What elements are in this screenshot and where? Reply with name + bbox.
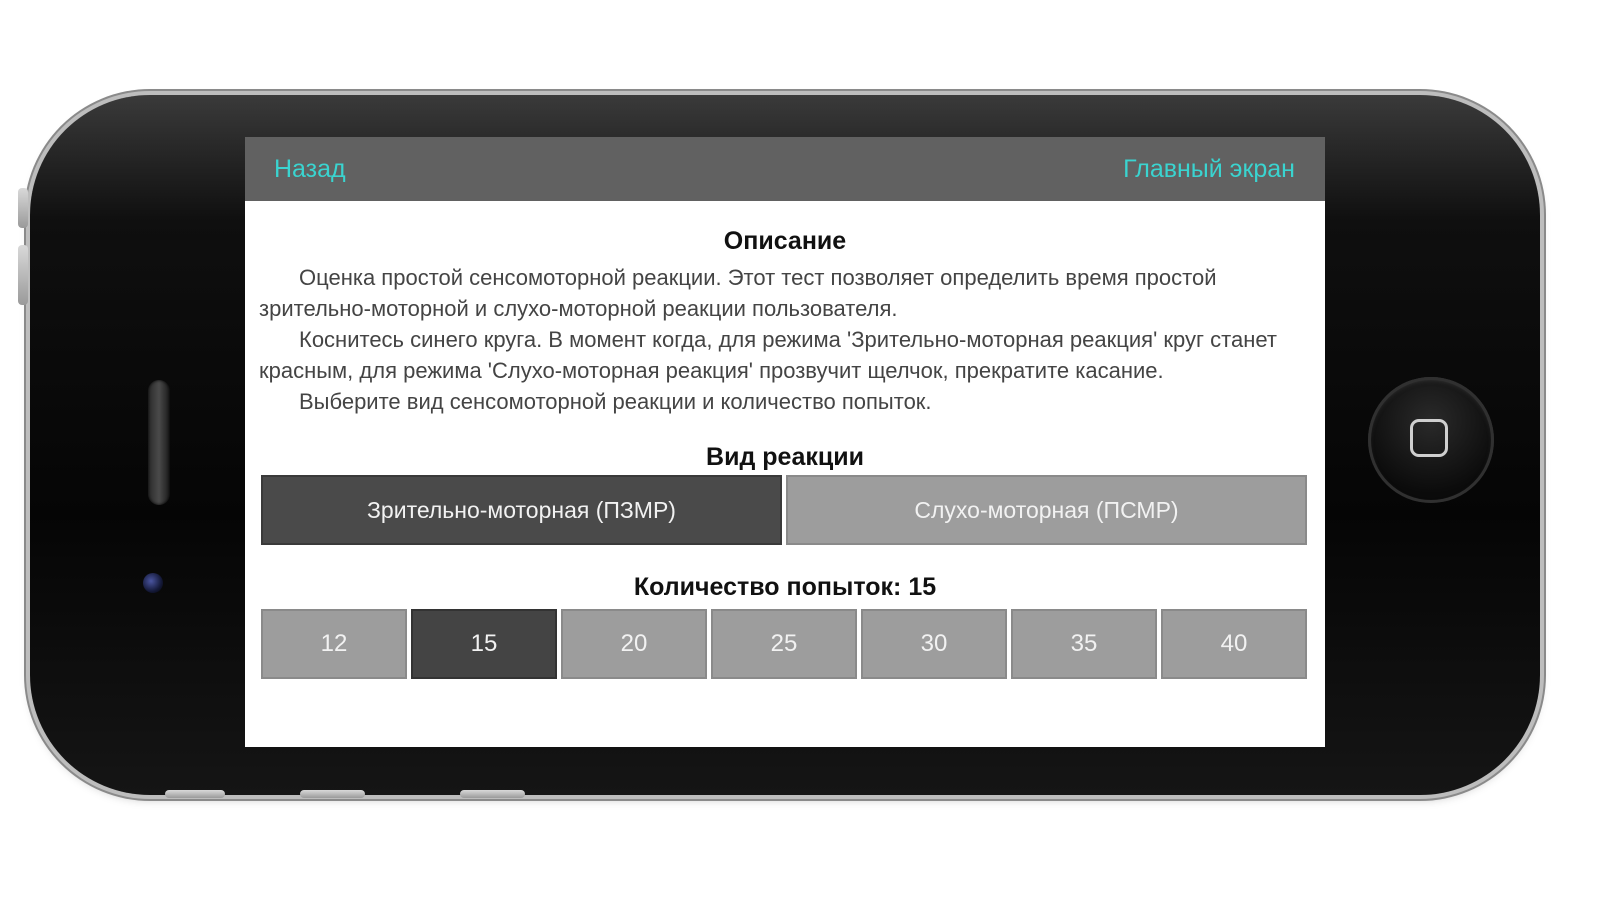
attempts-selector [261,609,1307,679]
bottom-button-3 [460,790,525,798]
home-button[interactable] [1368,377,1494,503]
navigation-bar [245,137,1325,201]
home-screen-button[interactable]: Главный экран [1123,155,1295,183]
bottom-button-2 [300,790,365,798]
reaction-type-title: Вид реакции [706,443,864,471]
description-title: Описание [723,227,847,255]
attempts-option-button[interactable]: 25 [711,609,857,679]
attempts-option-button[interactable]: 40 [1161,609,1307,679]
side-switch [18,188,28,228]
attempts-option-button[interactable]: 30 [861,609,1007,679]
speaker-grille [148,380,170,505]
attempts-option-button[interactable]: 15 [411,609,557,679]
app-screen [245,137,1325,747]
description-text [259,262,1305,417]
reaction-type-selector [261,475,1307,545]
reaction-auditory-motor-button[interactable]: Слухо-моторная (ПСМР) [786,475,1307,545]
attempts-title: Количество попыток: 15 [633,573,937,601]
description-paragraph: Оценка простой сенсомоторной реакции. Этот тест позволяет определить время простой зрительно-моторной и слухо-моторной реакции пользователя. [259,265,1217,321]
description-paragraph: Коснитесь синего круга. В момент когда, для режима 'Зрительно-моторная реакция' круг станет красным, для режима 'Слухо-моторная реакция' прозвучит щелчок, прекратите касание. [259,327,1277,383]
description-paragraph: Выберите вид сенсомоторной реакции и количество попыток. [299,389,932,414]
back-button[interactable]: Назад [274,155,346,183]
bottom-button-1 [165,790,225,798]
attempts-option-button[interactable]: 35 [1011,609,1157,679]
front-camera [143,573,163,593]
reaction-visual-motor-button[interactable]: Зрительно-моторная (ПЗМР) [261,475,782,545]
attempts-option-button[interactable]: 20 [561,609,707,679]
home-square-icon [1410,419,1448,457]
volume-up-button [18,245,28,305]
attempts-option-button[interactable]: 12 [261,609,407,679]
